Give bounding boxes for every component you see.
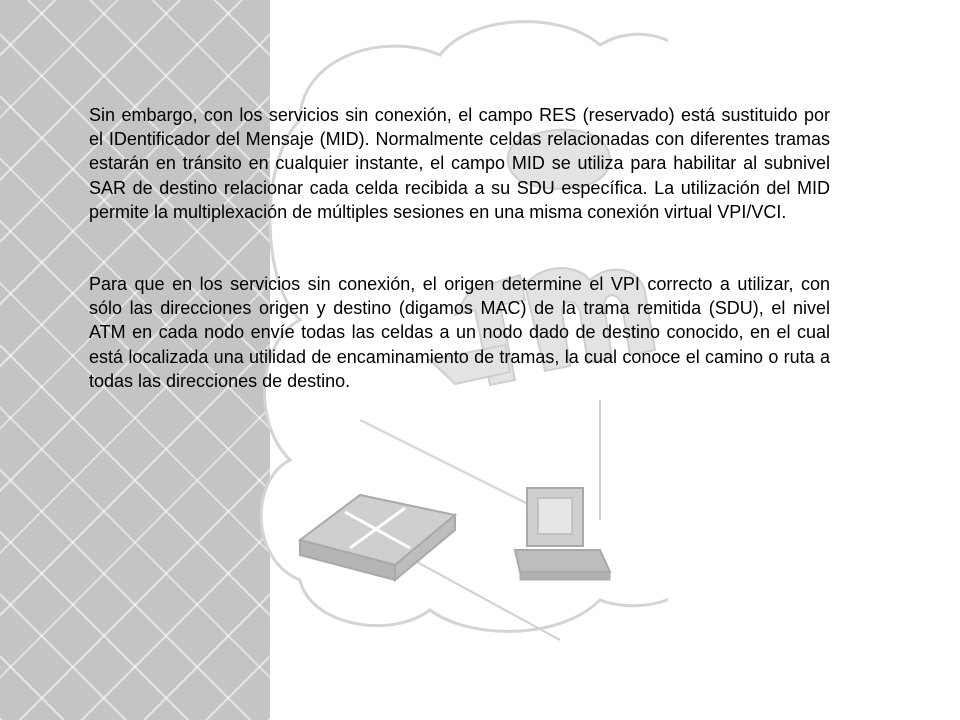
paragraph-connectionless-routing: Para que en los servicios sin conexión, el origen determine el VPI correcto a utilizar, con sólo las direcciones origen y destino (digamos MAC) de la trama remitida (SDU), el nivel ATM en cada nodo envíe todas las celdas a un nodo dado de destino conocido, en el cual está localizada una utilidad de encaminamiento de tramas, la cual conoce el camino o ruta a todas las direcciones de destino. [89, 274, 830, 391]
paragraph-mid-field: Sin embargo, con los servicios sin conexión, el campo RES (reservado) está sustituido por el IDentificador del Mensaje (MID). Normalmente celdas relacionadas con diferentes tramas estarán en tránsito en cualquier instante, el campo MID se utiliza para habilitar al subnivel SAR de destino relacionar cada celda recibida a su SDU específica. La utilización del MID permite la multiplexación de múltiples sesiones en una misma conexión virtual VPI/VCI. [89, 105, 830, 222]
body-text [89, 103, 830, 393]
